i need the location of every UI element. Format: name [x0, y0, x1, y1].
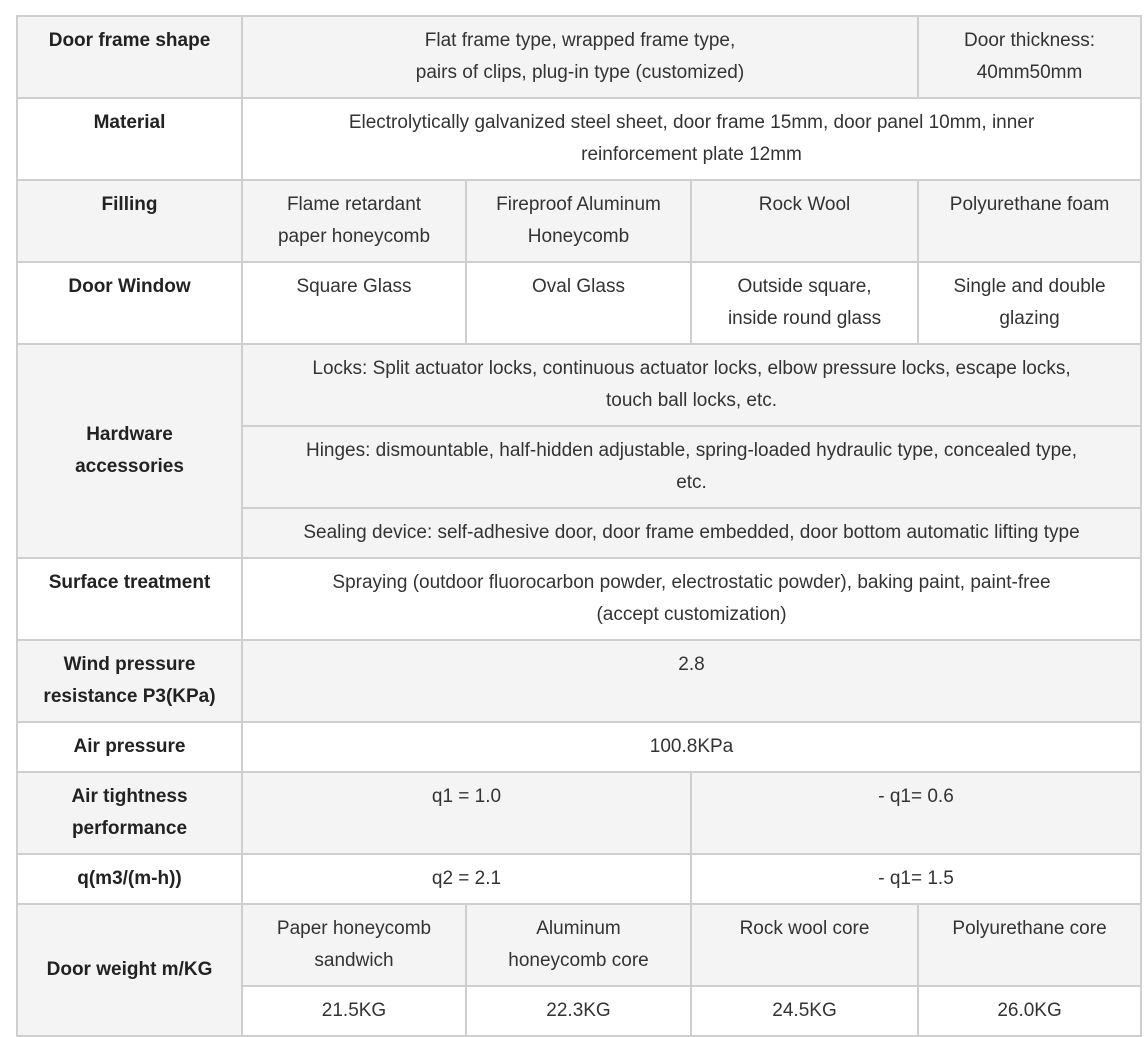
door-weight-value: 22.3KG [466, 986, 691, 1036]
row-air-tightness [17, 772, 1141, 854]
label-door-frame-shape: Door frame shape [17, 16, 242, 98]
label-door-window: Door Window [17, 262, 242, 344]
door-window-option: Square Glass [242, 262, 466, 344]
value-door-thickness: Door thickness: 40mm50mm [918, 16, 1141, 98]
door-weight-core: Paper honeycomb sandwich [242, 904, 466, 986]
door-weight-value: 21.5KG [242, 986, 466, 1036]
label-q: q(m3/(m-h)) [17, 854, 242, 904]
label-material: Material [17, 98, 242, 180]
row-hardware-locks [17, 344, 1141, 426]
door-weight-core: Rock wool core [691, 904, 918, 986]
row-surface-treatment [17, 558, 1141, 640]
label-filling: Filling [17, 180, 242, 262]
value-hardware-sealing: Sealing device: self-adhesive door, door frame embedded, door bottom automatic lifting type [242, 508, 1141, 558]
row-door-weight-cores [17, 904, 1141, 986]
filling-option: Polyurethane foam [918, 180, 1141, 262]
value-hardware-locks: Locks: Split actuator locks, continuous actuator locks, elbow pressure locks, escape locks, touch ball locks, etc. [242, 344, 1141, 426]
label-air-tightness: Air tightness performance [17, 772, 242, 854]
label-hardware-accessories: Hardware accessories [17, 344, 242, 558]
door-weight-core: Polyurethane core [918, 904, 1141, 986]
row-q [17, 854, 1141, 904]
label-wind-pressure: Wind pressure resistance P3(KPa) [17, 640, 242, 722]
label-surface-treatment: Surface treatment [17, 558, 242, 640]
door-weight-core: Aluminum honeycomb core [466, 904, 691, 986]
row-wind-pressure [17, 640, 1141, 722]
value-door-frame-shape: Flat frame type, wrapped frame type, pairs of clips, plug-in type (customized) [242, 16, 918, 98]
filling-option: Flame retardant paper honeycomb [242, 180, 466, 262]
door-weight-value: 26.0KG [918, 986, 1141, 1036]
value-wind-pressure: 2.8 [242, 640, 1141, 722]
label-air-pressure: Air pressure [17, 722, 242, 772]
door-weight-value: 24.5KG [691, 986, 918, 1036]
value-q-right: - q1= 1.5 [691, 854, 1141, 904]
spec-table [16, 15, 1142, 1037]
row-material [17, 98, 1141, 180]
value-surface-treatment: Spraying (outdoor fluorocarbon powder, electrostatic powder), baking paint, paint-free (accept customization) [242, 558, 1141, 640]
value-air-tightness-left: q1 = 1.0 [242, 772, 691, 854]
value-air-tightness-right: - q1= 0.6 [691, 772, 1141, 854]
door-window-option: Oval Glass [466, 262, 691, 344]
row-filling [17, 180, 1141, 262]
row-door-window [17, 262, 1141, 344]
door-window-option: Outside square, inside round glass [691, 262, 918, 344]
label-door-weight: Door weight m/KG [17, 904, 242, 1036]
value-hardware-hinges: Hinges: dismountable, half-hidden adjustable, spring-loaded hydraulic type, concealed type, etc. [242, 426, 1141, 508]
filling-option: Fireproof Aluminum Honeycomb [466, 180, 691, 262]
row-door-frame [17, 16, 1141, 98]
door-window-option: Single and double glazing [918, 262, 1141, 344]
row-air-pressure [17, 722, 1141, 772]
value-material: Electrolytically galvanized steel sheet, door frame 15mm, door panel 10mm, inner reinforcement plate 12mm [242, 98, 1141, 180]
value-q-left: q2 = 2.1 [242, 854, 691, 904]
value-air-pressure: 100.8KPa [242, 722, 1141, 772]
filling-option: Rock Wool [691, 180, 918, 262]
